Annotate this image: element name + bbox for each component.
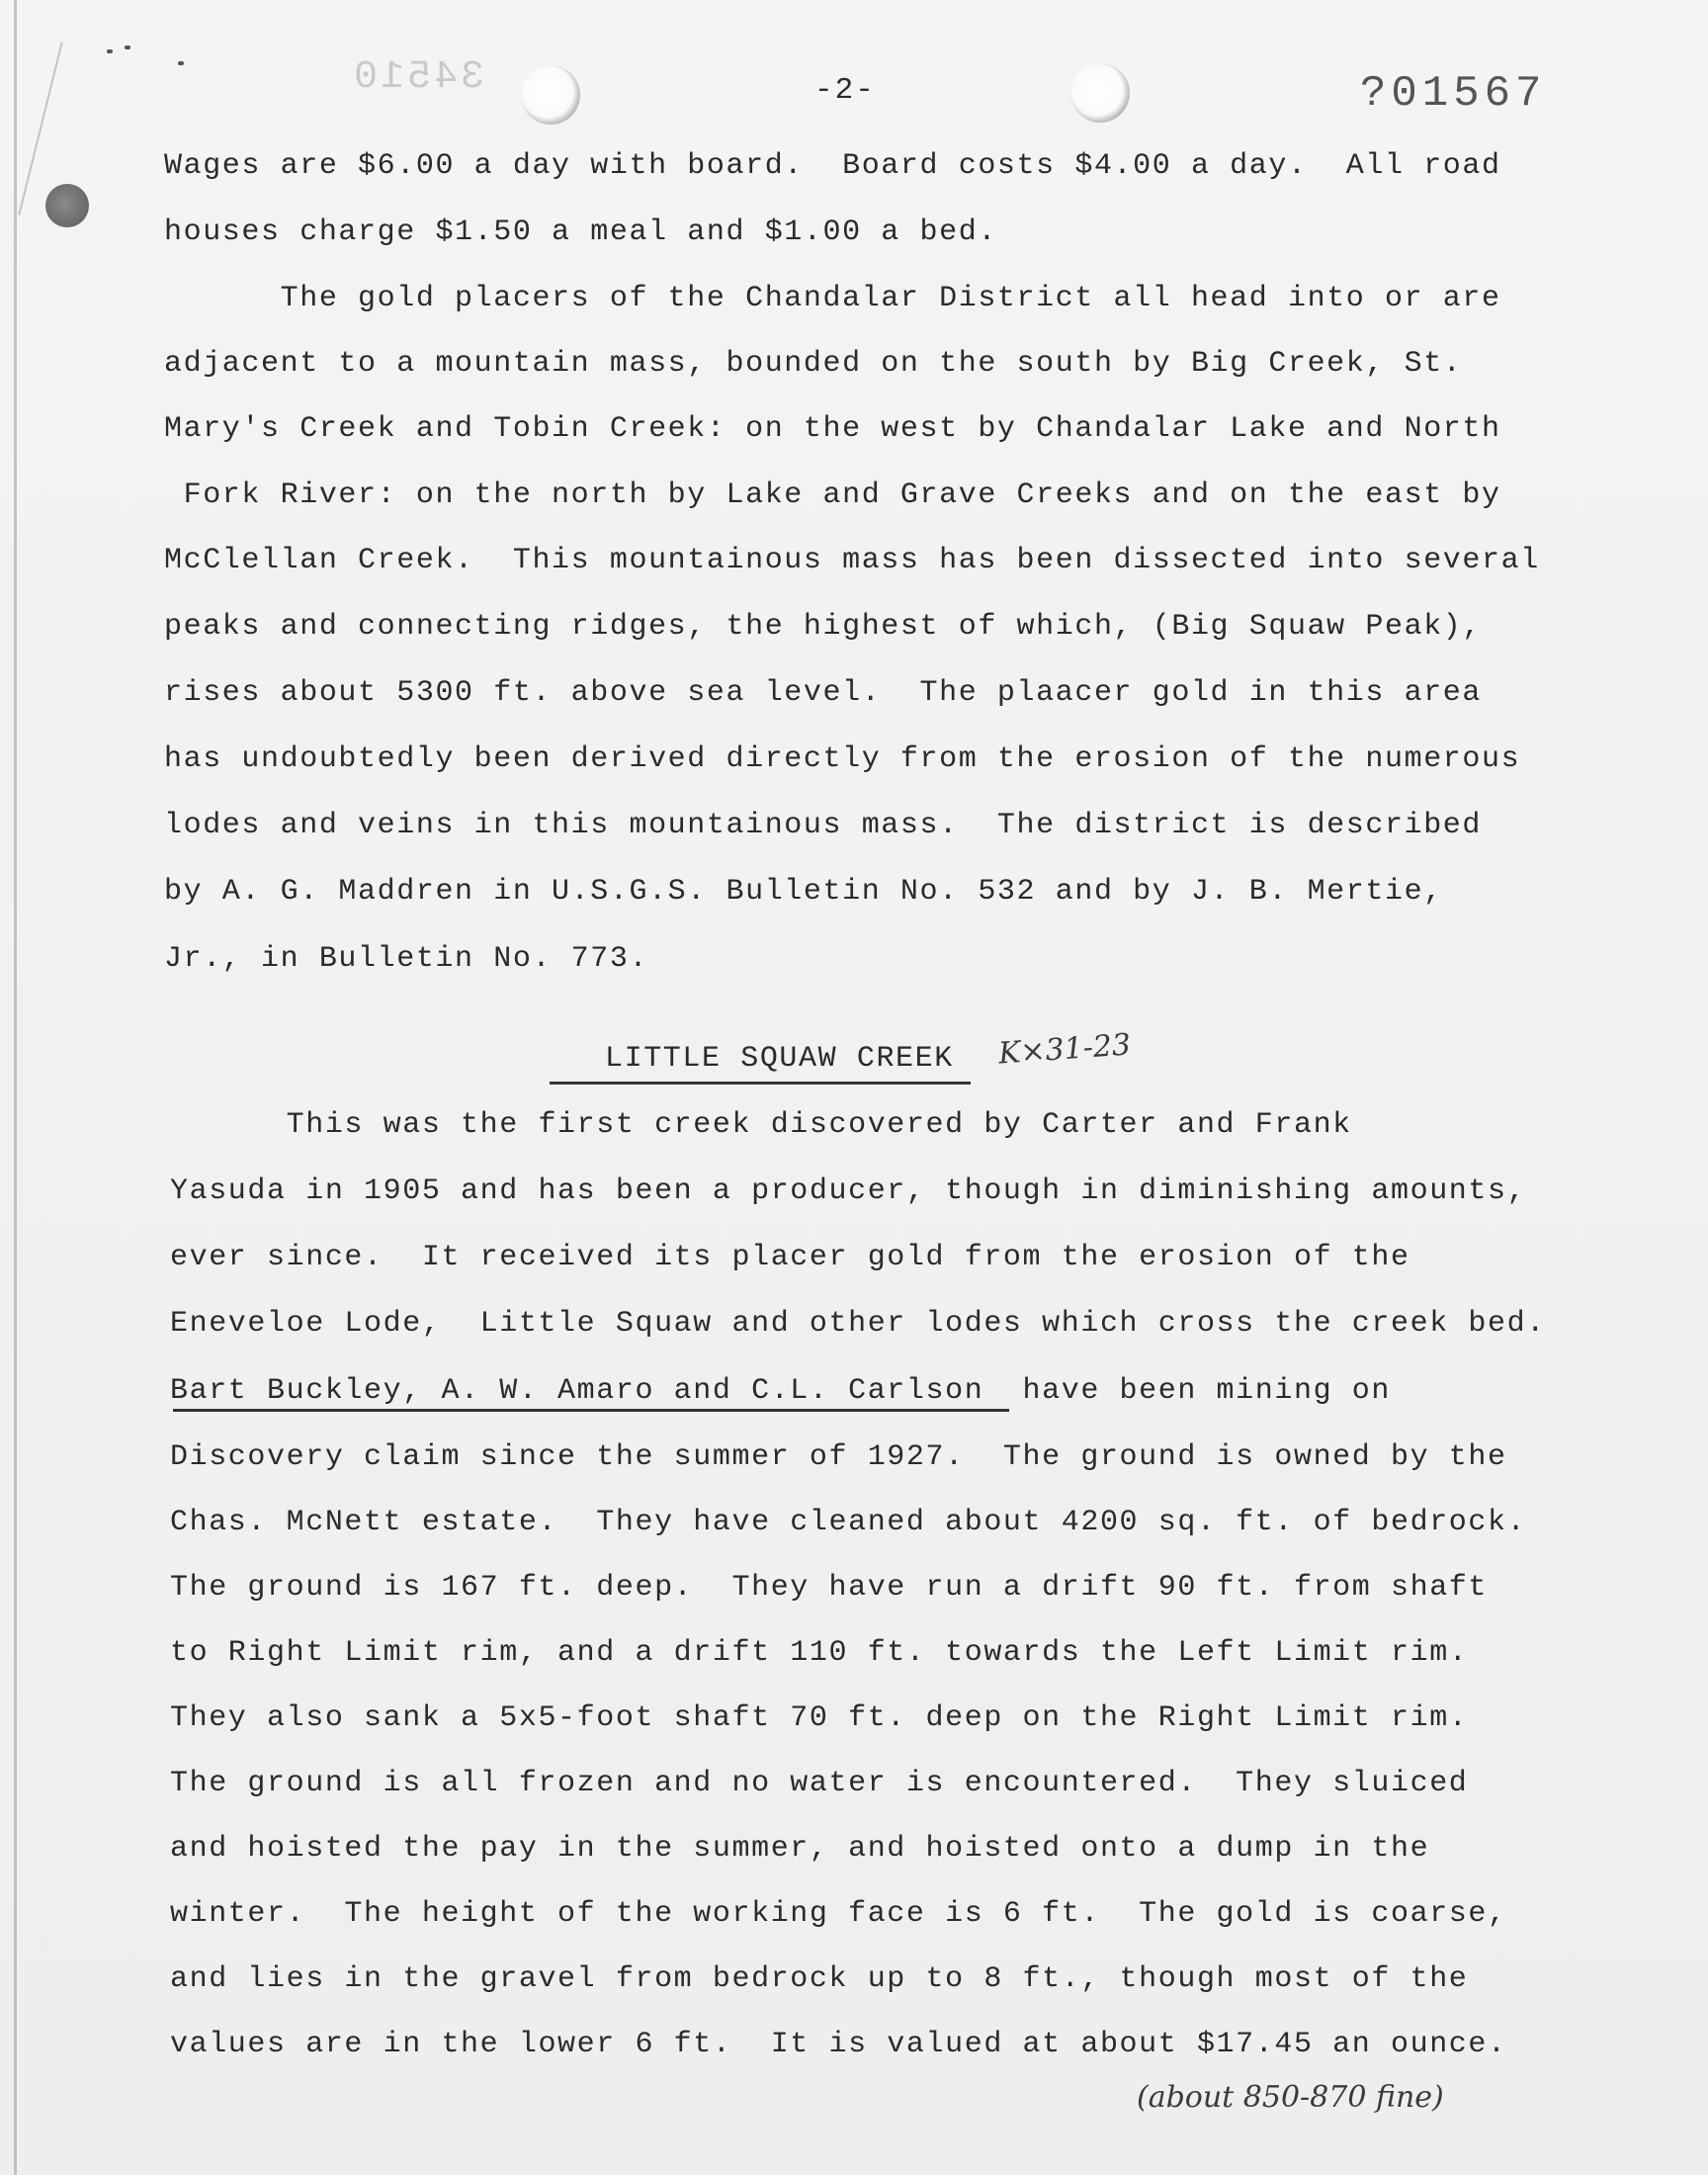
handwritten-note: (about 850-870 fine) (1137, 2080, 1444, 2115)
text-line: Bart Buckley, A. W. Amaro and C.L. Carlson have been mining on (170, 1374, 1391, 1408)
text-line: peaks and connecting ridges, the highest of which, (Big Squaw Peak), (164, 610, 1482, 644)
text-line: has undoubtedly been derived directly from the erosion of the numerous (164, 742, 1521, 776)
text-line: adjacent to a mountain mass, bounded on the south by Big Creek, St. (164, 347, 1463, 381)
speck (107, 49, 113, 53)
section-heading (550, 1036, 971, 1085)
text-line: Mary's Creek and Tobin Creek: on the west by Chandalar Lake and North (164, 412, 1501, 446)
text-line: Yasuda in 1905 and has been a producer, though in diminishing amounts, (170, 1174, 1527, 1208)
punch-hole-top-1 (521, 65, 580, 125)
text-line: Discovery claim since the summer of 1927. The ground is owned by the (170, 1440, 1507, 1474)
text-line: Eneveloe Lode, Little Squaw and other lodes which cross the creek bed. (170, 1307, 1546, 1341)
punch-hole-top-2 (1070, 63, 1130, 123)
section-heading-text: LITTLE SQUAW CREEK (605, 1042, 954, 1076)
document-id-stamp: ?01567 (1360, 69, 1547, 119)
text-line: Fork River: on the north by Lake and Grave Creeks and on the east by (164, 478, 1501, 512)
text-line: McClellan Creek. This mountainous mass has been dissected into several (164, 544, 1540, 577)
text-line: to Right Limit rim, and a drift 110 ft. towards the Left Limit rim. (170, 1636, 1469, 1670)
text-line: and hoisted the pay in the summer, and hoisted onto a dump in the (170, 1832, 1430, 1866)
text-line: Wages are $6.00 a day with board. Board costs $4.00 a day. All road (164, 149, 1501, 183)
text-line: rises about 5300 ft. above sea level. The plaacer gold in this area (164, 676, 1482, 710)
text-line: The ground is all frozen and no water is encountered. They sluiced (170, 1767, 1469, 1800)
text-line: by A. G. Maddren in U.S.G.S. Bulletin No. 532 and by J. B. Mertie, (164, 875, 1443, 909)
page-edge-line (14, 0, 17, 2175)
text-line: ever since. It received its placer gold from the erosion of the (170, 1241, 1410, 1274)
handwritten-annotation: K×31-23 (996, 1027, 1133, 1072)
text-line: values are in the lower 6 ft. It is valued at about $17.45 an ounce. (170, 2028, 1507, 2061)
page-number: -2- (814, 73, 876, 108)
text-line: Jr., in Bulletin No. 773. (164, 942, 649, 976)
text-line: They also sank a 5x5-foot shaft 70 ft. deep on the Right Limit rim. (170, 1701, 1469, 1735)
text-line: houses charge $1.50 a meal and $1.00 a bed. (164, 216, 997, 249)
text-line: winter. The height of the working face is 6 ft. The gold is coarse, (170, 1897, 1507, 1931)
punch-hole-left (45, 184, 89, 227)
speck (125, 45, 130, 49)
names-underline (173, 1409, 1009, 1412)
text-line: The ground is 167 ft. deep. They have run a drift 90 ft. from shaft (170, 1571, 1488, 1605)
speck (178, 61, 184, 65)
bleed-through-mark: 34510 (351, 55, 485, 100)
text-line: and lies in the gravel from bedrock up to 8 ft., though most of the (170, 1962, 1469, 1996)
text-line: The gold placers of the Chandalar District all head into or are (164, 282, 1501, 315)
text-line: Chas. McNett estate. They have cleaned about 4200 sq. ft. of bedrock. (170, 1506, 1527, 1539)
text-line: lodes and veins in this mountainous mass. The district is described (164, 809, 1482, 842)
text-line: This was the first creek discovered by Carter and Frank (170, 1108, 1352, 1142)
